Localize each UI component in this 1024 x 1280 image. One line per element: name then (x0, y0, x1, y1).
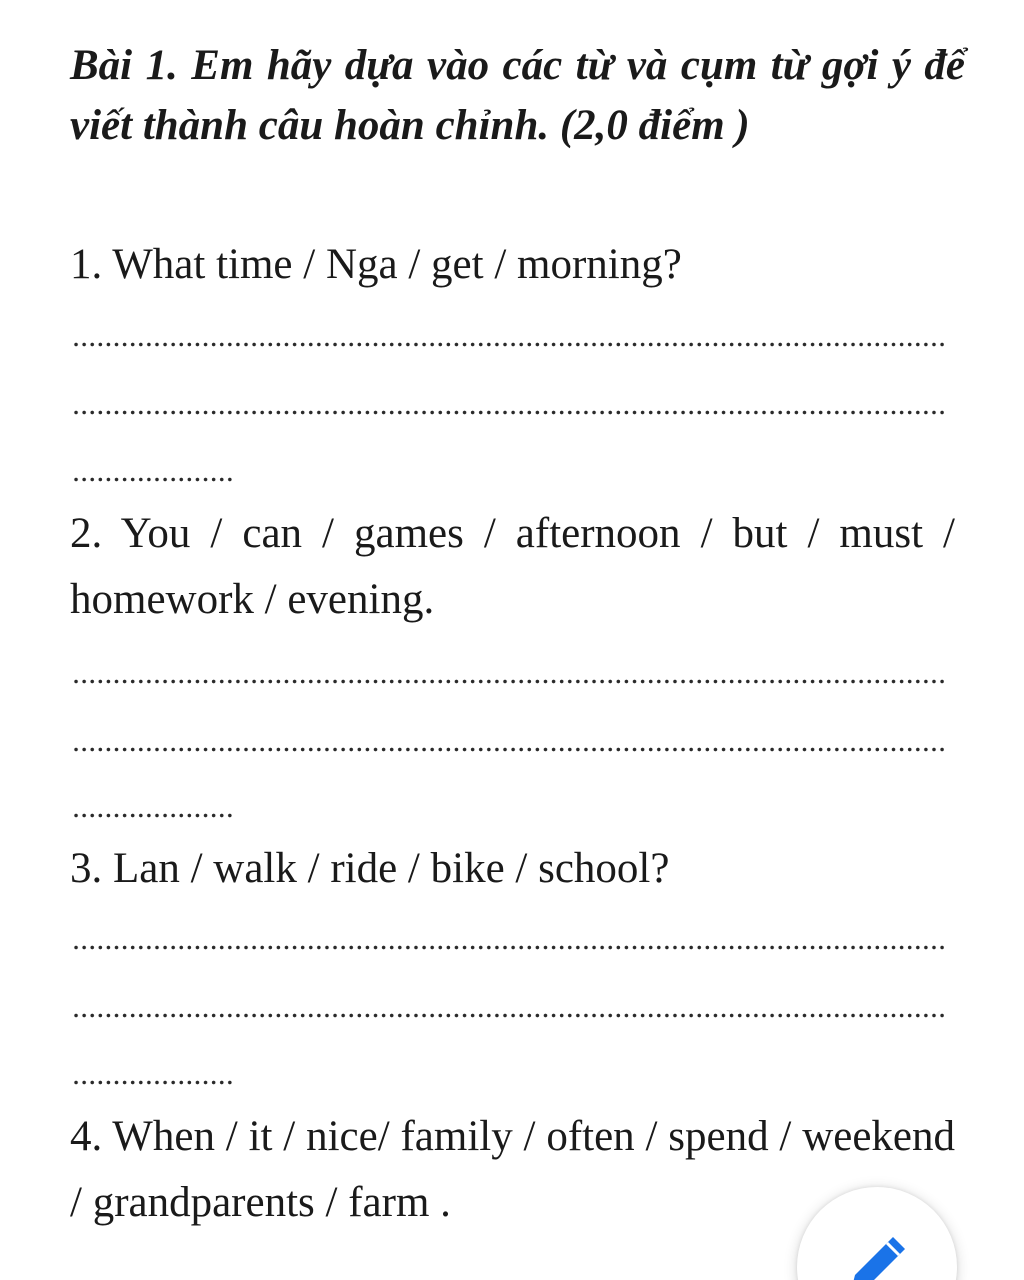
question-1: 1. What time / Nga / get / morning? (70, 241, 682, 288)
question-4: 4. When / it / nice/ family / often / spend / weekend / grandparents / farm . (70, 1113, 955, 1226)
answer-line-2b (72, 747, 944, 752)
answer-line-1a (72, 342, 944, 347)
exercise-heading: Bài 1. Em hãy dựa vào các từ và cụm từ gợi ý để viết thành câu hoàn chỉnh. (2,0 điểm ) (70, 42, 965, 149)
answer-line-2c (72, 813, 234, 818)
question-3: 3. Lan / walk / ride / bike / school? (70, 845, 670, 892)
answer-line-3a (72, 945, 944, 950)
answer-line-3b (72, 1013, 944, 1018)
answer-line-1c (72, 477, 234, 482)
answer-line-1b (72, 410, 944, 415)
pencil-icon (843, 1229, 913, 1280)
answer-line-3c (72, 1080, 234, 1085)
answer-line-2a (72, 679, 944, 684)
question-2: 2. You / can / games / afternoon / but / must / homework / evening. (70, 510, 955, 623)
